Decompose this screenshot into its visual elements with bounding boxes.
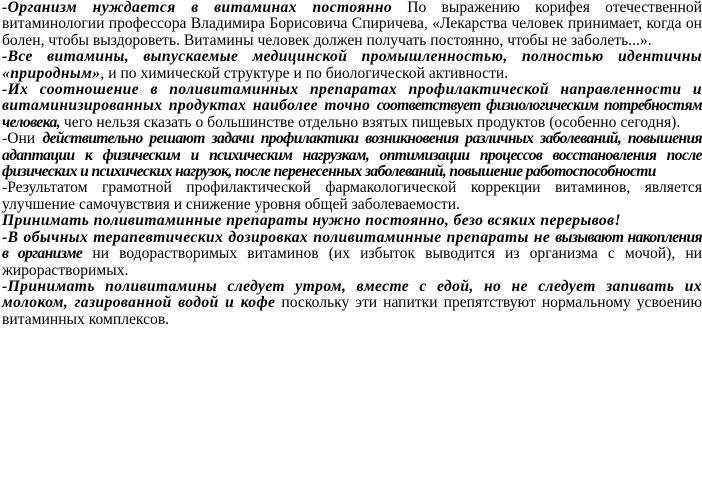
body-text: По выражению корифея отечественной витаминологии профессора Владимира Борисовича Спиричева, «Лекарства человек принимает, когда он болен, чтобы выздороветь. Витамины человек должен получать постоянно, чтобы не заболеть...». — [2, 0, 702, 49]
emphasis-text: -Все витамины, выпускаемые медицинской промышленностью, полностью идентичны «природным» — [2, 48, 702, 82]
body-text: поскольку эти напитки препятствуют нормальному усвоению витаминных комплексов. — [2, 294, 702, 328]
body-text: чего нельзя сказать о большинстве отдельно взятых пищевых продуктов (особенно сегодня). — [60, 113, 681, 131]
emphasis-text: -В обычных терапевтических дозировках поливитаминные препараты не — [2, 228, 556, 246]
body-text: -Результатом грамотной профилактической фармакологической коррекции витаминов, является улучшение самочувствия и снижение уровня общей заболеваемости. — [2, 179, 702, 213]
paragraph-3 — [2, 82, 702, 131]
emphasis-text: действительно решают задачи профилактики возникновения различных заболеваний, повышения адаптации к физическим и психическим нагрузкам, оптимизации процессов восстановления после физических и психических нагрузок, после перенесенных заболеваний, повышение работоспособности — [2, 130, 702, 181]
emphasis-text: -Организм нуждается в витаминах постоянно — [2, 0, 393, 16]
paragraph-5 — [2, 180, 702, 213]
paragraph-7 — [2, 230, 702, 279]
body-text: -Они — [2, 130, 43, 148]
emphasis-text: -Принимать поливитамины следует утром, вместе с едой, но не следует запивать их молоком, газированной водой и кофе — [2, 277, 702, 312]
document-body — [2, 0, 702, 328]
emphasis-text: Принимать поливитаминные препараты нужно постоянно, безо всяких перерывов! — [2, 212, 621, 230]
body-text: ни водорастворимых витаминов (их избыток выводится из организма с мочой), ни жирорастворимых. — [2, 245, 702, 279]
paragraph-2 — [2, 49, 702, 82]
emphasis-text: соответствует физиологическим потребностям человека, — [2, 97, 702, 131]
paragraph-6 — [2, 213, 702, 229]
emphasis-text: -Их соотношение в поливитаминных препаратах профилактической направленности и витаминизированных продуктах наиболее точно — [2, 81, 702, 115]
paragraph-8 — [2, 279, 702, 328]
body-text: , и по химической структуре и по биологической активности. — [100, 64, 509, 82]
emphasis-text: вызывают накопления в организме — [2, 228, 702, 263]
paragraph-4 — [2, 131, 702, 180]
paragraph-1 — [2, 0, 702, 49]
